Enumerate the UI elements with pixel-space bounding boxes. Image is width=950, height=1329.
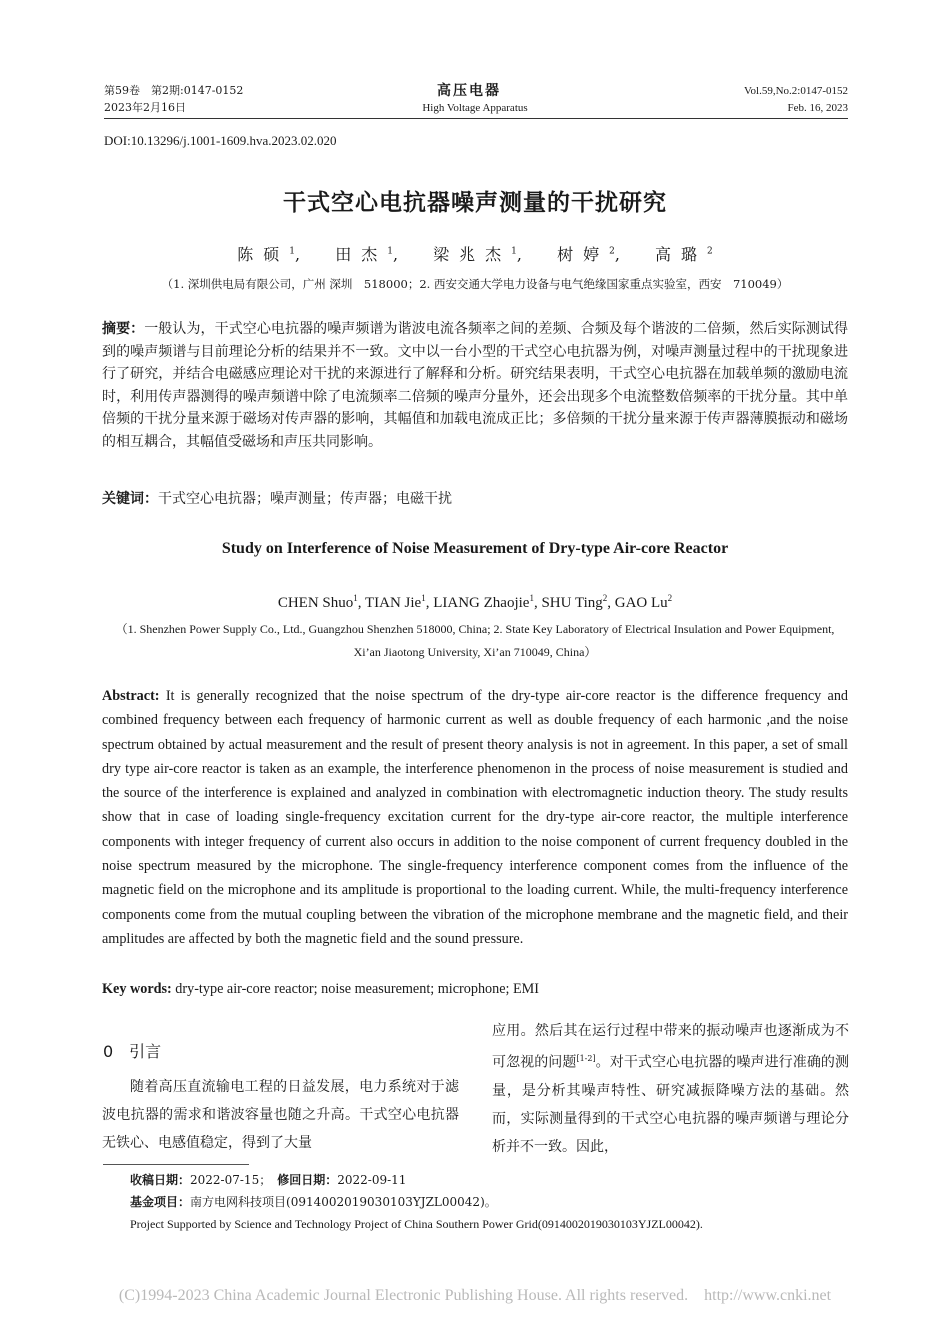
paper-title-en: Study on Interference of Noise Measurement of Dry-type Air-core Reactor: [221, 540, 729, 557]
header-volume-en: Vol.59,No.2:0147-0152: [744, 85, 848, 97]
author-en: GAO Lu$^2$: [614, 593, 673, 611]
author-en: LIANG Zhaojie$^1$,: [433, 593, 542, 611]
author-cn: 高璐$^2$: [655, 245, 713, 264]
abstract-en-label: Abstract:: [102, 688, 160, 704]
header-date-en: Feb. 16, 2023: [787, 102, 848, 114]
affiliations-cn: （1. 深圳供电局有限公司，广州 深圳 518000；2. 西安交通大学电力设备与电气绝缘国家重点实验室，西安 710049）: [161, 277, 789, 291]
author-en: CHEN Shuo$^1$,: [277, 593, 365, 611]
copyright-watermark: (C)1994-2023 China Academic Journal Electronic Publishing House. All rights reserved. http://www.cnki.net: [118, 1287, 832, 1304]
header-volume-issue: 第59卷 第2期:0147-0152: [104, 84, 244, 97]
section-heading: 0 引言: [103, 1042, 162, 1061]
author-cn: 梁兆杰$^1$,: [433, 245, 532, 264]
header-date-cn: 2023年2月16日: [104, 101, 186, 114]
abstract-en-text: It is generally recognized that the noise spectrum of the dry-type air-core reactor is the difference frequency and combined frequency between each frequency of harmonic current as well as double frequency of each harmonic ,and the noise spectrum obtained by actual measurement and the result of present theory analysis is not in agreement. In this paper, a set of small dry type air-core reactor is taken as an example, the interference phenomenon in the process of noise measurement is studied and the source of the interference is explained and analyzed in combination with electromagnetic induction theory. The study results show that in case of loading single-frequency excitation current for the dry-type air-core reactor, the multiple interference components with integer frequency of current also occurs in addition to the noise component of current frequency doubled in the noise spectrum measured by the microphone. The single-frequency interference component comes from the influence of the magnetic field on the microphone and its amplitude is proportional to the loading current. While, the multi-frequency interference components come from the mutual coupling between the vibration of the microphone membrane and the magnetic field, and their amplitudes are affected by both the magnetic field and the sound pressure.: [102, 688, 849, 947]
author-en: TIAN Jie$^1$,: [364, 593, 434, 611]
footnote-rule: [103, 1164, 249, 1165]
header-rule: [104, 118, 848, 119]
keywords-cn: [102, 488, 848, 511]
journal-logo: 高压电器: [437, 83, 501, 99]
body-right-column: 应用。然后其在运行过程中带来的振动噪声也逐渐成为不可忽视的问题[1-2]。对干式空心电抗器的噪声进行准确的测量，是分析其噪声特性、研究减振降噪方法的基础。然而，实际测量得到的干式空心电抗器的噪声频谱与理论分析并不一致。因此，: [492, 1023, 849, 1155]
author-list-cn: [0, 242, 950, 265]
author-list-en: [0, 593, 950, 612]
keywords-en-text: dry-type air-core reactor; noise measurement; microphone; EMI: [175, 981, 540, 997]
abstract-en: [102, 684, 848, 951]
abstract-cn-label: 摘要：: [102, 321, 145, 337]
footnote-dates: 收稿日期：2022-07-15； 修回日期：2022-09-11: [130, 1173, 407, 1187]
paper-title-cn: 干式空心电抗器噪声测量的干扰研究: [283, 190, 667, 216]
author-cn: 田杰$^1$,: [335, 245, 409, 264]
affiliations-en: （1. Shenzhen Power Supply Co., Ltd., Guangzhou Shenzhen 518000, China; 2. State Key Laboratory of Electrical Insulation and Power Equipment, Xi’an Jiaotong University, Xi’an 710049, China）: [115, 622, 835, 659]
footnote-fund: 基金项目：南方电网科技项目(0914002019030103YJZL00042)。: [130, 1195, 497, 1209]
body-left-column: 随着高压直流输电工程的日益发展，电力系统对于滤波电抗器的需求和谐波容量也随之升高。干式空心电抗器无铁心、电感值稳定，得到了大量: [102, 1079, 459, 1151]
keywords-en: [102, 977, 848, 1001]
doi[interactable]: DOI:10.13296/j.1001-1609.hva.2023.02.020: [104, 133, 337, 148]
citation-ref[interactable]: [1-2]: [576, 1054, 596, 1063]
footnote-fund-en: Project Supported by Science and Technology Project of China Southern Power Grid(0914002019030103YJZL00042).: [130, 1217, 703, 1231]
abstract-cn: [102, 318, 848, 453]
author-cn: 陈硕$^1$,: [237, 245, 311, 264]
author-cn: 树婷$^2$,: [557, 245, 630, 264]
keywords-cn-label: 关键词：: [102, 491, 158, 507]
keywords-en-label: Key words:: [102, 981, 172, 997]
keywords-cn-text: 干式空心电抗器；噪声测量；传声器；电磁干扰: [158, 491, 452, 507]
author-en: SHU Ting$^2$,: [541, 593, 615, 611]
header-journal-name-en: High Voltage Apparatus: [422, 102, 528, 114]
abstract-cn-text: 一般认为，干式空心电抗器的噪声频谱为谐波电流各频率之间的差频、合频及每个谐波的二倍频，然后实际测试得到的噪声频谱与目前理论分析的结果并不一致。文中以一台小型的干式空心电抗器为例，对噪声测量过程中的干扰现象进行了研究，并结合电磁感应理论对干扰的来源进行了解释和分析。研究结果表明，干式空心电抗器在加载单频的激励电流时，利用传声器测得的噪声频谱中除了电流频率二倍频的噪声分量外，还会出现多个电流整数倍频率的干扰分量。其中单倍频的干扰分量来源于磁场对传声器的影响，其幅值和加载电流成正比；多倍频的干扰分量来源于传声器薄膜振动和磁场的相互耦合，其幅值受磁场和声压共同影响。: [102, 321, 849, 450]
